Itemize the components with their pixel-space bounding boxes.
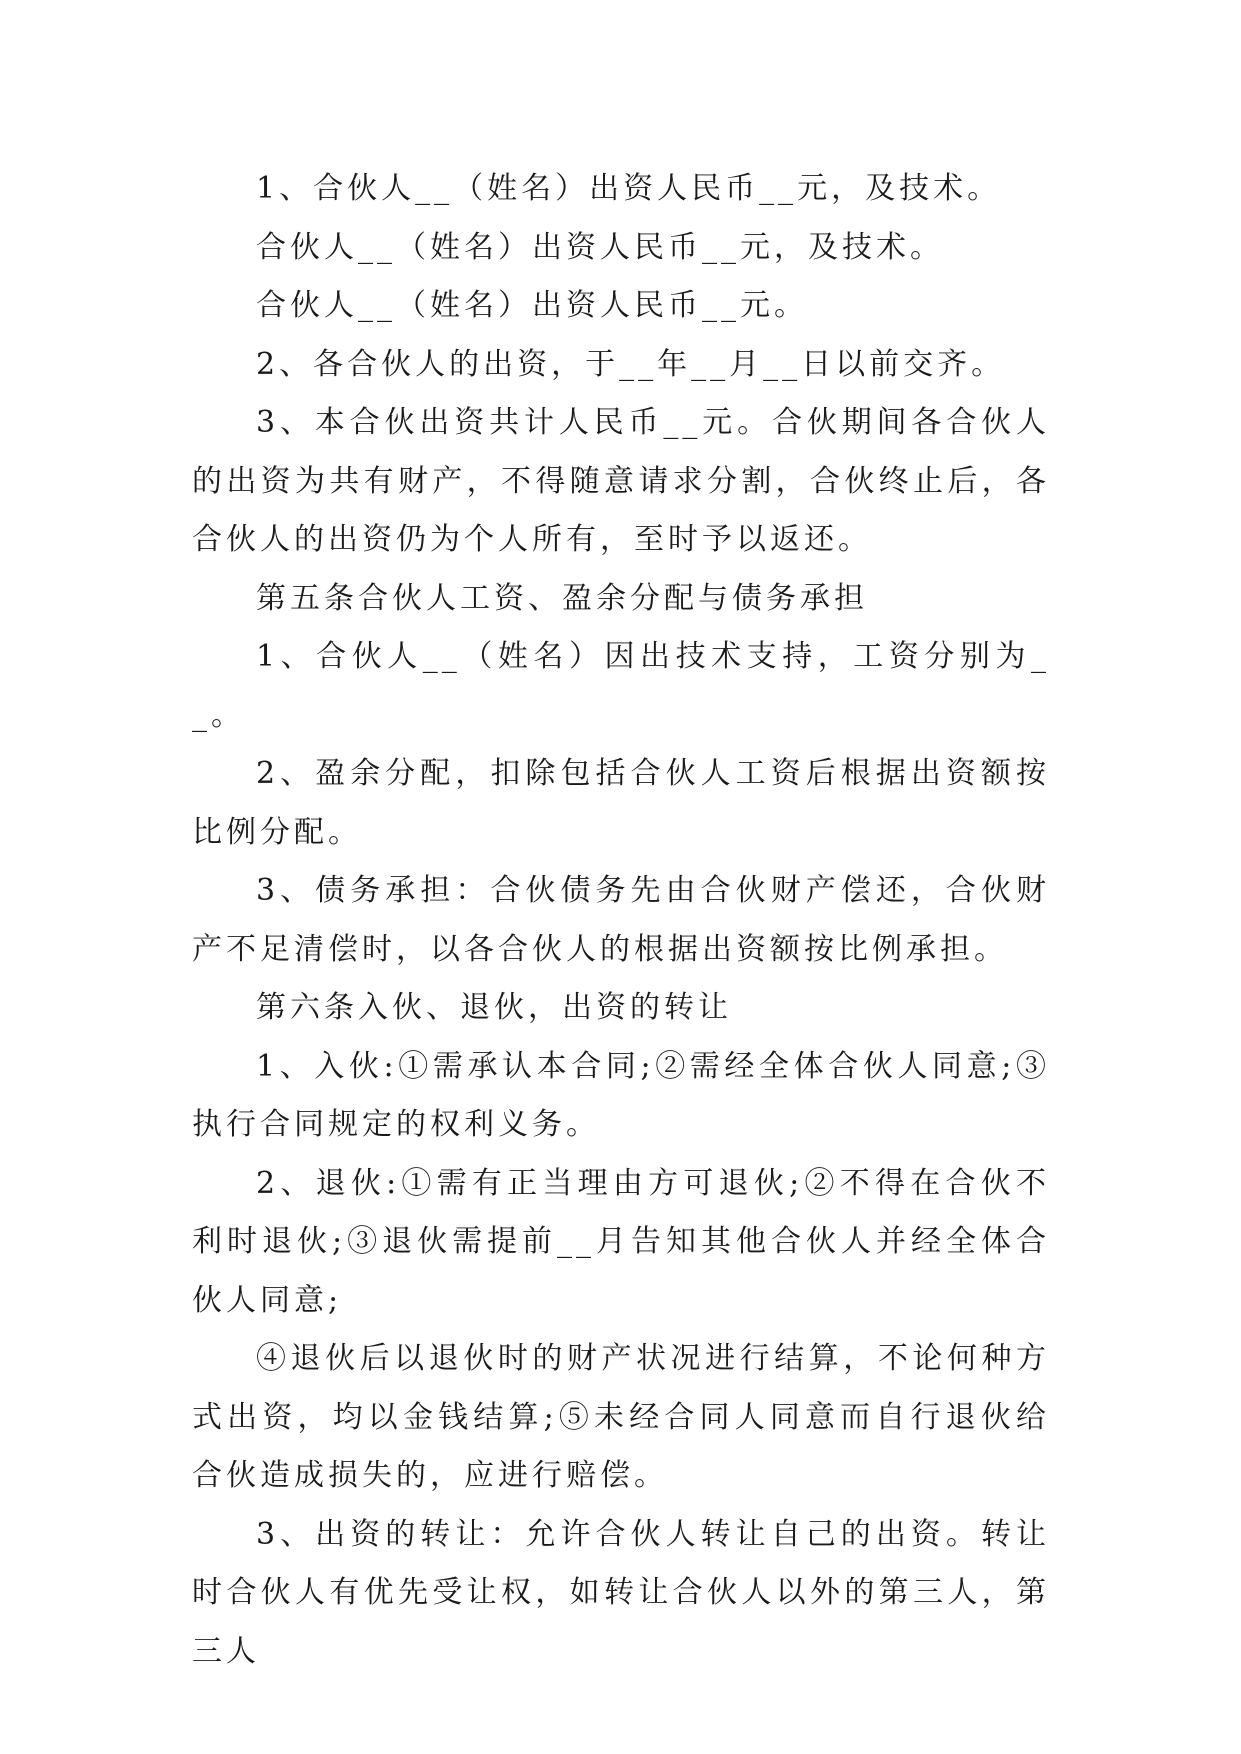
section-heading-article-6: 第六条入伙、退伙，出资的转让 [256, 990, 732, 1025]
paragraph-partner-salary: 1、合伙人__（姓名）因出技术支持，工资分别为__。 [192, 639, 1050, 733]
paragraph-profit-distribution: 2、盈余分配，扣除包括合伙人工资后根据出资额按比例分配。 [192, 756, 1050, 850]
paragraph-withdrawal-settlement: ④退伙后以退伙时的财产状况进行结算，不论何种方式出资，均以金钱结算;⑤未经合同人同意而自行退伙给合伙造成损失的，应进行赔偿。 [192, 1341, 1050, 1493]
paragraph-debt-liability: 3、债务承担：合伙债务先由合伙财产偿还，合伙财产不足清偿时，以各合伙人的根据出资额按比例承担。 [192, 873, 1050, 967]
paragraph-partner-2-contribution: 合伙人__（姓名）出资人民币__元，及技术。 [256, 229, 944, 265]
paragraph-admission: 1、入伙:①需承认本合同;②需经全体合伙人同意;③执行合同规定的权利义务。 [192, 1048, 1050, 1142]
paragraph-partner-1-contribution: 1、合伙人__（姓名）出资人民币__元，及技术。 [256, 171, 1002, 206]
paragraph-contribution-transfer: 3、出资的转让：允许合伙人转让自己的出资。转让时合伙人有优先受让权，如转让合伙人以外的第三人，第三人 [192, 1516, 1050, 1669]
paragraph-partner-3-contribution: 合伙人__（姓名）出资人民币__元。 [256, 288, 808, 323]
paragraph-contribution-deadline: 2、各合伙人的出资，于__年__月__日以前交齐。 [256, 346, 1006, 382]
document-body [192, 160, 1050, 1681]
section-heading-article-5: 第五条合伙人工资、盈余分配与债务承担 [256, 580, 868, 616]
paragraph-withdrawal: 2、退伙:①需有正当理由方可退伙;②不得在合伙不利时退伙;③退伙需提前__月告知其他合伙人并经全体合伙人同意; [192, 1165, 1050, 1318]
paragraph-total-contribution: 3、本合伙出资共计人民币__元。合伙期间各合伙人的出资为共有财产，不得随意请求分割，合伙终止后，各合伙人的出资仍为个人所有，至时予以返还。 [192, 405, 1050, 557]
